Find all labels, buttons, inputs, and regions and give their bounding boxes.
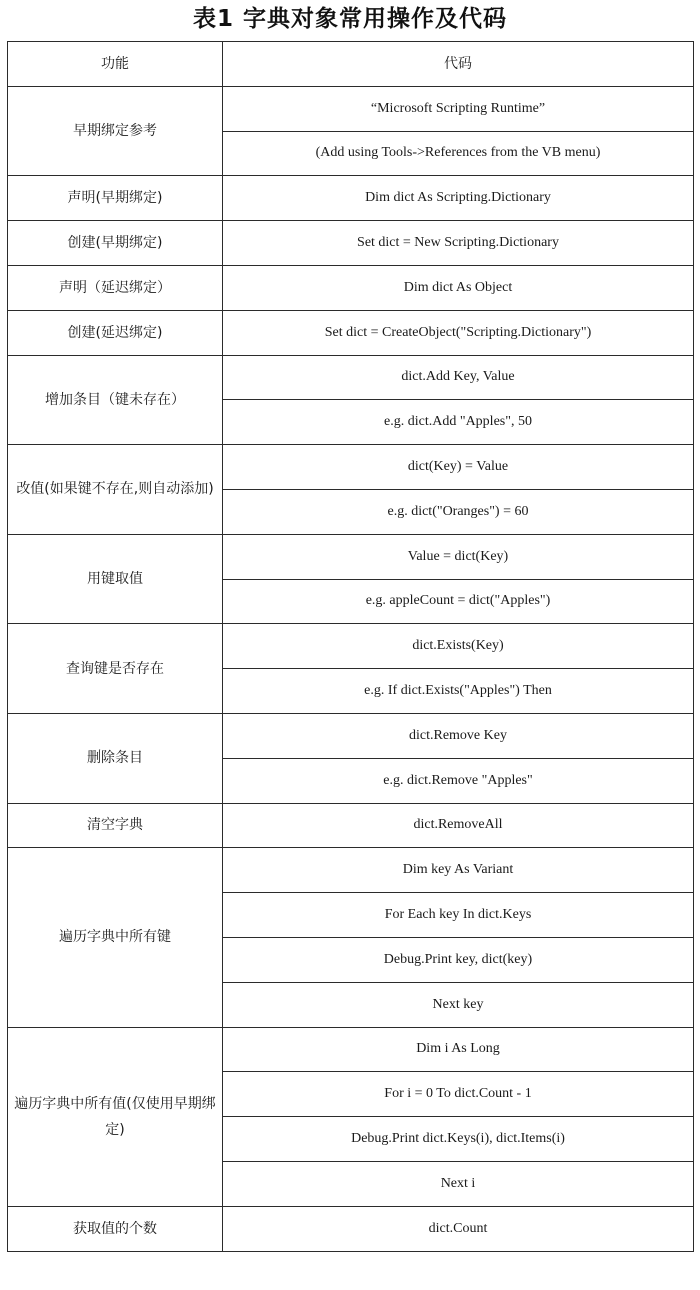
table-row xyxy=(8,803,694,848)
function-cell: 删除条目 xyxy=(8,713,223,803)
code-cell: “Microsoft Scripting Runtime” xyxy=(223,86,694,131)
header-code: 代码 xyxy=(223,42,694,87)
code-cell: Debug.Print key, dict(key) xyxy=(223,937,694,982)
code-cell: dict.Add Key, Value xyxy=(223,355,694,400)
code-cell: dict.RemoveAll xyxy=(223,803,694,848)
code-cell: Debug.Print dict.Keys(i), dict.Items(i) xyxy=(223,1117,694,1162)
function-cell: 清空字典 xyxy=(8,803,223,848)
code-cell: e.g. appleCount = dict("Apples") xyxy=(223,579,694,624)
code-cell: Value = dict(Key) xyxy=(223,534,694,579)
code-cell: Dim dict As Object xyxy=(223,265,694,310)
code-cell: Set dict = CreateObject("Scripting.Dictionary") xyxy=(223,310,694,355)
code-cell: For i = 0 To dict.Count - 1 xyxy=(223,1072,694,1117)
code-cell: dict(Key) = Value xyxy=(223,445,694,490)
dictionary-operations-table xyxy=(7,41,694,1252)
code-cell: e.g. If dict.Exists("Apples") Then xyxy=(223,669,694,714)
code-cell: e.g. dict.Add "Apples", 50 xyxy=(223,400,694,445)
code-cell: e.g. dict.Remove "Apples" xyxy=(223,758,694,803)
function-cell: 遍历字典中所有值(仅使用早期绑定) xyxy=(8,1027,223,1206)
table-row xyxy=(8,221,694,266)
code-cell: Dim dict As Scripting.Dictionary xyxy=(223,176,694,221)
code-cell: dict.Count xyxy=(223,1206,694,1251)
code-cell: Dim key As Variant xyxy=(223,848,694,893)
table-row xyxy=(8,355,694,400)
table-row xyxy=(8,624,694,669)
code-cell: (Add using Tools->References from the VB menu) xyxy=(223,131,694,176)
function-cell: 获取值的个数 xyxy=(8,1206,223,1251)
table-row xyxy=(8,1027,694,1072)
code-cell: dict.Exists(Key) xyxy=(223,624,694,669)
function-cell: 用键取值 xyxy=(8,534,223,624)
function-cell: 创建(延迟绑定) xyxy=(8,310,223,355)
table-row xyxy=(8,86,694,131)
table-row xyxy=(8,1206,694,1251)
table-row xyxy=(8,713,694,758)
table-row xyxy=(8,176,694,221)
table-row xyxy=(8,445,694,490)
table-title: 表1 字典对象常用操作及代码 xyxy=(192,6,507,32)
function-cell: 改值(如果键不存在,则自动添加) xyxy=(8,445,223,535)
header-function: 功能 xyxy=(8,42,223,87)
code-cell: e.g. dict("Oranges") = 60 xyxy=(223,489,694,534)
function-cell: 声明(早期绑定) xyxy=(8,176,223,221)
table-header-row xyxy=(8,42,694,87)
table-row xyxy=(8,265,694,310)
function-cell: 查询键是否存在 xyxy=(8,624,223,714)
function-cell: 声明（延迟绑定） xyxy=(8,265,223,310)
table-body xyxy=(8,42,694,1252)
code-cell: dict.Remove Key xyxy=(223,713,694,758)
table-row xyxy=(8,848,694,893)
table-row xyxy=(8,534,694,579)
function-cell: 早期绑定参考 xyxy=(8,86,223,176)
code-cell: Next key xyxy=(223,982,694,1027)
function-cell: 遍历字典中所有键 xyxy=(8,848,223,1027)
code-cell: For Each key In dict.Keys xyxy=(223,893,694,938)
table-row xyxy=(8,310,694,355)
function-cell: 增加条目（键未存在） xyxy=(8,355,223,445)
code-cell: Dim i As Long xyxy=(223,1027,694,1072)
code-cell: Next i xyxy=(223,1161,694,1206)
function-cell: 创建(早期绑定) xyxy=(8,221,223,266)
code-cell: Set dict = New Scripting.Dictionary xyxy=(223,221,694,266)
